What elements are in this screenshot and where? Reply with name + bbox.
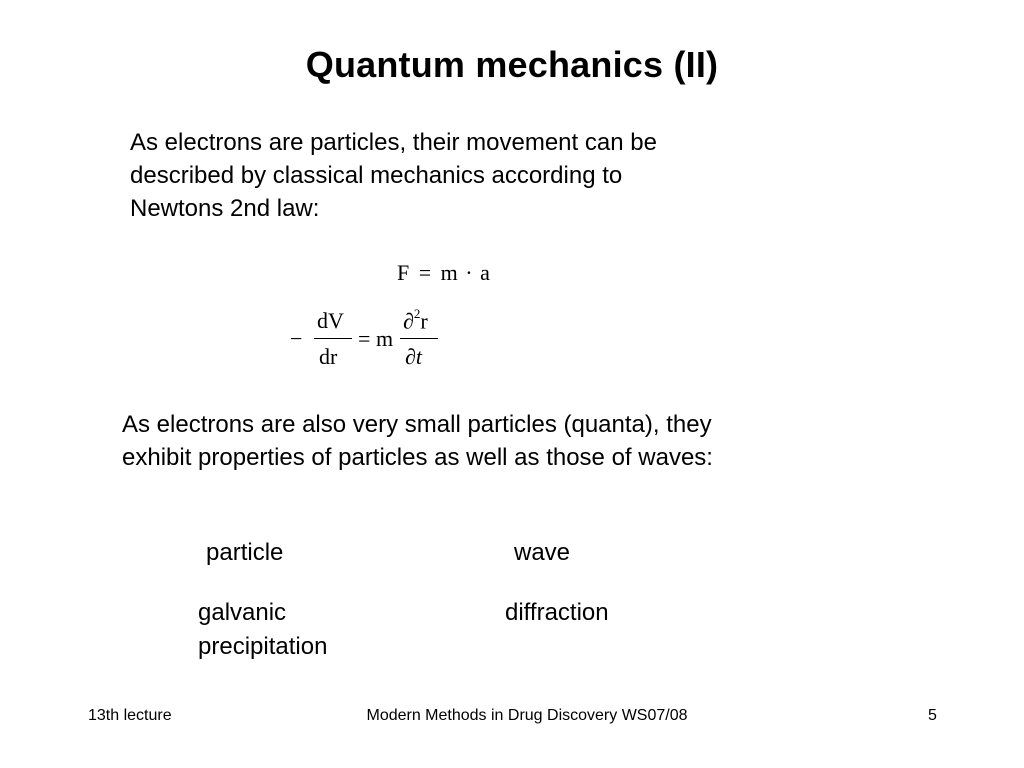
particle-item-galvanic: galvanic: [198, 599, 287, 626]
fraction-dv-dr: [314, 306, 352, 370]
intro-line-3: Newtons 2nd law:: [130, 195, 320, 222]
mass-symbol: m: [440, 260, 458, 285]
particle-list: [198, 596, 327, 664]
particle-item-precipitation: precipitation: [198, 633, 328, 660]
slide-title: Quantum mechanics (II): [305, 44, 719, 85]
second-line-1: As electrons are also very small particles (quanta), they: [122, 411, 712, 438]
partial-symbol-2: ∂: [405, 344, 416, 369]
acceleration-symbol: a: [480, 260, 490, 285]
intro-line-1: As electrons are particles, their movement can be: [130, 129, 657, 156]
intro-paragraph: [130, 126, 657, 225]
newton-equation: [397, 260, 490, 286]
partial-symbol: ∂: [403, 308, 414, 334]
footer-course-title: Modern Methods in Drug Discovery WS07/08: [366, 707, 688, 724]
partial-denominator: [405, 344, 422, 370]
time-t: t: [415, 344, 422, 369]
second-line-2: exhibit properties of particles as well as those of waves:: [122, 444, 713, 471]
header-wave: wave: [514, 539, 571, 566]
multiply-dot: ·: [465, 260, 473, 285]
equals-sign-2: =: [358, 326, 371, 351]
mass-symbol-2: m: [376, 326, 394, 351]
fraction-bar: [314, 338, 352, 339]
intro-line-2: described by classical mechanics according to: [130, 162, 623, 189]
footer-page-number: 5: [928, 707, 937, 724]
partial-numerator: [403, 308, 428, 334]
denominator-dr: dr: [319, 344, 338, 369]
wave-item-diffraction: diffraction: [505, 599, 609, 626]
fraction-partial: [400, 306, 438, 370]
potential-equation: [290, 306, 450, 374]
minus-sign: −: [290, 326, 303, 351]
second-paragraph: [122, 408, 713, 474]
header-particle: particle: [206, 539, 284, 566]
exponent-2: 2: [413, 306, 421, 321]
fraction-bar-2: [400, 338, 438, 339]
force-symbol: F: [397, 260, 410, 285]
wave-list: [505, 596, 609, 630]
numerator-dv: dV: [317, 308, 344, 333]
position-r: r: [420, 308, 428, 334]
footer-lecture: 13th lecture: [88, 707, 172, 724]
equals-sign: =: [418, 260, 432, 285]
